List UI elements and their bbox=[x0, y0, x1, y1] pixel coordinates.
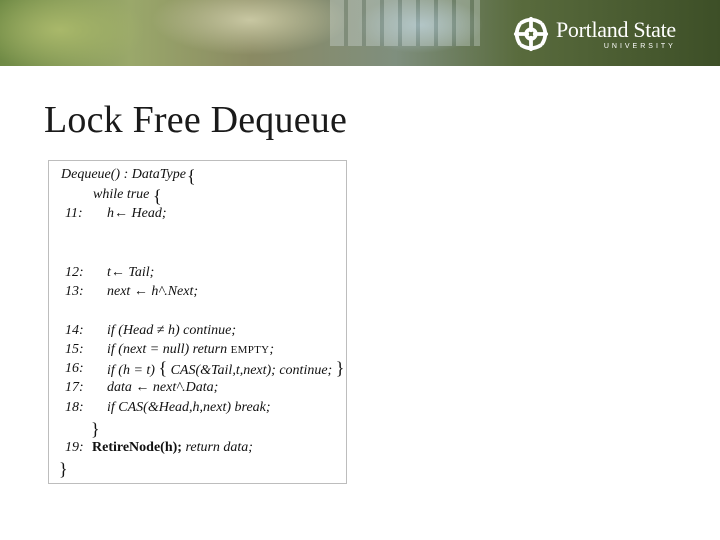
empty-constant: EMPTY bbox=[230, 344, 270, 356]
function-signature: Dequeue() : DataType bbox=[61, 167, 186, 182]
code-statement: next ← h^.Next; bbox=[107, 284, 199, 299]
close-brace: } bbox=[91, 419, 100, 439]
code-statement: h← Head; bbox=[107, 206, 167, 221]
code-line-11 bbox=[49, 206, 346, 225]
header-banner bbox=[0, 0, 720, 66]
close-brace: } bbox=[335, 358, 345, 378]
code-while-line bbox=[49, 187, 346, 206]
university-name: Portland State bbox=[556, 17, 676, 42]
university-subtitle: UNIVERSITY bbox=[603, 43, 676, 50]
code-text: if (h = t) bbox=[107, 363, 159, 378]
close-brace: } bbox=[59, 459, 68, 479]
line-number: 14: bbox=[65, 323, 84, 338]
slide-title: Lock Free Dequeue bbox=[44, 99, 348, 141]
line-number: 18: bbox=[65, 400, 84, 415]
code-line-12 bbox=[49, 265, 346, 284]
code-line-15 bbox=[49, 342, 346, 361]
code-statement bbox=[107, 342, 274, 358]
code-statement: if CAS(&Head,h,next) break; bbox=[107, 400, 271, 415]
line-number: 13: bbox=[65, 284, 84, 299]
while-brace: { bbox=[153, 186, 162, 206]
code-line-18 bbox=[49, 400, 346, 419]
code-line-17 bbox=[49, 380, 346, 399]
open-brace: { bbox=[158, 358, 168, 378]
code-statement: data ← next^.Data; bbox=[107, 380, 219, 395]
while-keyword: while true bbox=[93, 187, 150, 202]
code-statement bbox=[92, 440, 253, 456]
code-text: ; bbox=[269, 342, 275, 357]
pseudocode-figure bbox=[48, 160, 347, 484]
code-line-16 bbox=[49, 358, 346, 380]
banner-background-photo bbox=[330, 0, 480, 46]
code-line-19 bbox=[49, 440, 346, 459]
code-statement: if (Head ≠ h) continue; bbox=[107, 323, 236, 338]
code-text: return data; bbox=[181, 440, 253, 455]
code-statement: t← Tail; bbox=[107, 265, 155, 280]
open-brace: { bbox=[187, 166, 196, 186]
line-number: 17: bbox=[65, 380, 84, 395]
line-number: 12: bbox=[65, 265, 84, 280]
code-text: if (next = null) return bbox=[107, 342, 231, 357]
code-statement bbox=[107, 358, 345, 379]
code-signature-line bbox=[49, 167, 346, 186]
code-line-13 bbox=[49, 284, 346, 303]
retire-node-call: RetireNode(h); bbox=[92, 440, 182, 455]
code-outer-close-line bbox=[49, 460, 346, 479]
code-line-14 bbox=[49, 323, 346, 342]
line-number: 19: bbox=[65, 440, 84, 455]
line-number: 15: bbox=[65, 342, 84, 357]
code-text: CAS(&Tail,t,next); continue; bbox=[167, 363, 336, 378]
line-number: 11: bbox=[65, 206, 83, 221]
line-number: 16: bbox=[65, 361, 84, 376]
psu-interlocking-mark-icon bbox=[512, 15, 550, 53]
code-inner-close-line bbox=[49, 420, 346, 439]
university-logo[interactable] bbox=[512, 14, 676, 54]
